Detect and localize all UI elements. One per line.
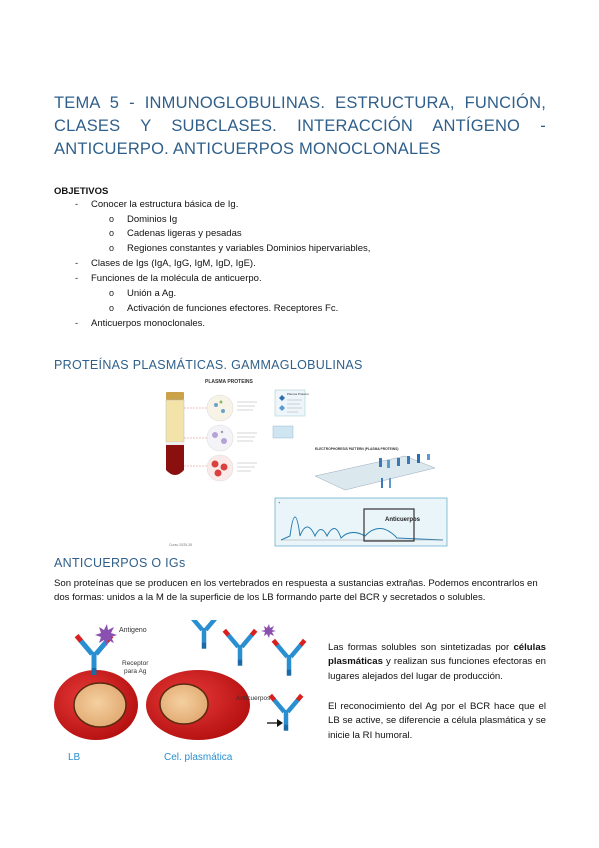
secretion-arrow-icon xyxy=(267,719,283,727)
antigen-small-icon xyxy=(261,624,276,638)
figure-title: PLASMA PROTEINS xyxy=(205,379,253,385)
objetivo-item: Unión a Ag. xyxy=(127,288,177,299)
antigen-label: Antigeno xyxy=(119,627,147,634)
objetivo-bullet: o xyxy=(109,228,115,238)
receptor-label: Receptor para Ag xyxy=(122,660,149,675)
page-title: TEMA 5 - INMUNOGLOBULINAS. ESTRUCTURA, FUNCIÓN, CLASES Y SUBCLASES. INTERACCIÓN ANTÍGENO - ANTICUERPO. ANTICUERPOS MONOCLONALES xyxy=(54,94,546,158)
objetivos-heading: OBJETIVOS xyxy=(54,186,109,197)
test-tube-icon xyxy=(166,392,184,475)
svg-text:Plasma Proteins: Plasma Proteins xyxy=(287,392,309,396)
plasma-proteins-figure xyxy=(165,378,450,548)
plasma-proteins-legend xyxy=(275,390,309,416)
antibody-cells-figure xyxy=(54,620,324,765)
objetivo-bullet: - xyxy=(75,273,79,284)
section-heading-antibodies: ANTICUERPOS O IGs xyxy=(54,556,186,570)
objetivo-bullet: - xyxy=(75,318,79,329)
serum-protein-curve xyxy=(275,498,447,546)
objetivo-item: Regiones constantes y variables Dominios hipervariables, xyxy=(127,243,371,254)
objetivo-item: Cadenas ligeras y pesadas xyxy=(127,228,242,239)
objetivo-bullet: o xyxy=(109,243,115,253)
objetivo-item: Clases de Igs (IgA, IgG, IgM, IgD, IgE). xyxy=(91,258,256,269)
svg-text:ELECTROPHORESIS PATTERN (PLASM: ELECTROPHORESIS PATTERN (PLASMA PROTEINS) xyxy=(315,447,399,451)
objetivo-bullet: o xyxy=(109,288,115,298)
objetivo-item: Dominios Ig xyxy=(127,214,178,225)
section-heading-plasma-proteins: PROTEÍNAS PLASMÁTICAS. GAMMAGLOBULINAS xyxy=(54,358,363,372)
plasma-cell-label: Cel. plasmática xyxy=(164,752,233,763)
antibodies-intro: Son proteínas que se producen en los vertebrados en respuesta a sustancias extrañas. Podemos encontrarlos en dos formas: unidos a la M de la superficie de los LB formando parte del BCR y secretados o solubles. xyxy=(54,578,538,603)
lb-label: LB xyxy=(68,752,81,763)
objetivo-bullet: - xyxy=(75,199,79,210)
svg-text:+: + xyxy=(278,500,281,505)
b-lymphocyte-cell xyxy=(54,670,138,740)
objetivo-item: Anticuerpos monoclonales. xyxy=(91,318,206,329)
antibody-box-label: Anticuerpos xyxy=(385,517,421,523)
figure-credit: Curso 2025-26 xyxy=(169,543,193,547)
objetivo-item: Conocer la estructura básica de Ig. xyxy=(91,199,239,210)
objetivo-bullet: o xyxy=(109,214,115,224)
objetivo-bullet: - xyxy=(75,258,79,269)
paragraph-soluble-forms: Las formas solubles son sintetizadas por células plasmáticas y realizan sus funciones efectoras en lugares alejados del lugar de producción. xyxy=(328,642,546,682)
objetivo-item: Funciones de la molécula de anticuerpo. xyxy=(91,273,262,284)
paragraph-bcr-recognition: El reconocimiento del Ag por el BCR hace que el LB se active, se diferencie a célula plasmática y se inicie la RI humoral. xyxy=(328,701,546,741)
antibodies-label: Anticuerpos xyxy=(236,695,271,702)
objetivo-item: Activación de funciones efectores. Receptores Fc. xyxy=(127,303,339,314)
plasma-cell xyxy=(146,670,250,740)
antigen-icon xyxy=(95,624,117,646)
objetivo-bullet: o xyxy=(109,303,115,313)
